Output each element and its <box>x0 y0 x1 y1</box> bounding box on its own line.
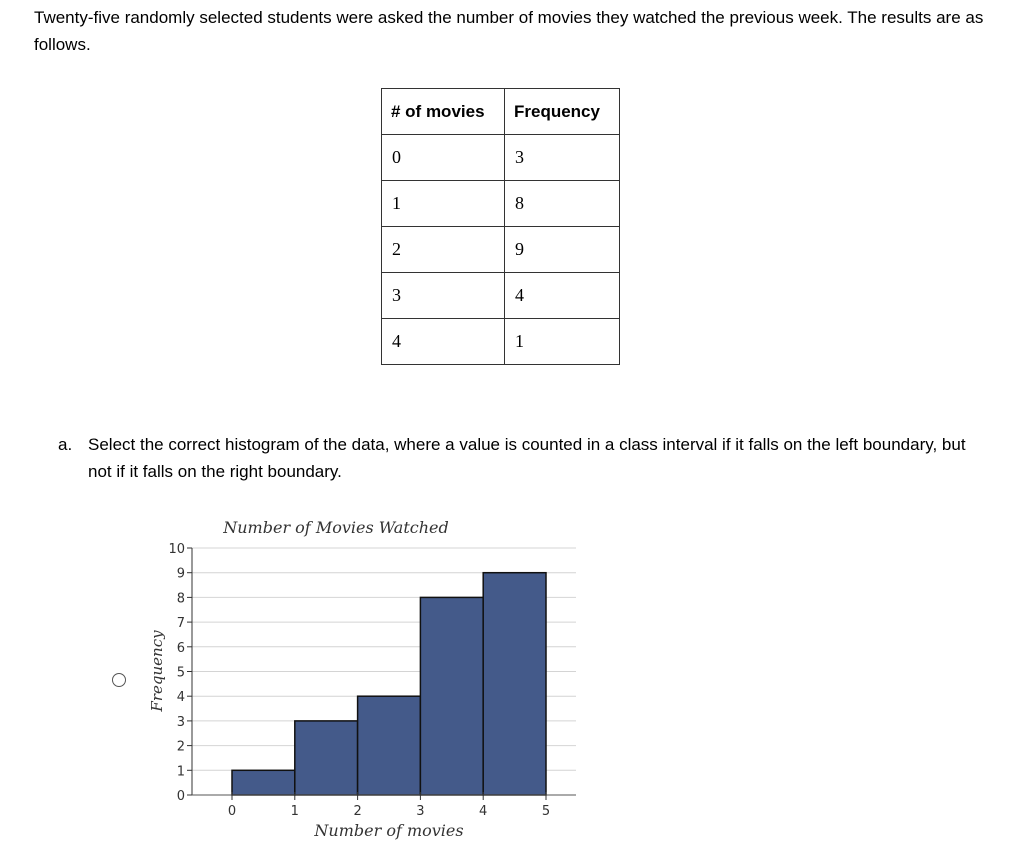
x-tick-label: 4 <box>479 804 488 819</box>
x-tick-label: 1 <box>290 804 299 819</box>
header-movies: # of movies <box>382 89 505 135</box>
x-tick-label: 5 <box>541 804 551 819</box>
table-row <box>382 273 620 319</box>
cell-frequency: 4 <box>505 273 620 319</box>
cell-frequency: 9 <box>505 227 620 273</box>
answer-radio-button[interactable] <box>112 673 126 687</box>
histogram-bar <box>295 721 358 795</box>
table-row <box>382 135 620 181</box>
histogram-bar <box>483 573 546 795</box>
histogram-bar <box>232 770 295 795</box>
y-tick-label: 10 <box>168 542 185 557</box>
y-tick-label: 6 <box>176 640 185 656</box>
y-tick-label: 1 <box>176 764 185 780</box>
y-tick-label: 2 <box>176 739 185 755</box>
question-label: a. <box>58 435 73 454</box>
cell-movies: 2 <box>382 227 505 273</box>
histogram-chart <box>140 510 600 845</box>
x-tick-label: 0 <box>227 804 237 819</box>
histogram-bar <box>420 597 483 795</box>
cell-frequency: 8 <box>505 181 620 227</box>
cell-movies: 0 <box>382 135 505 181</box>
y-tick-label: 7 <box>176 616 185 632</box>
histogram-bar <box>358 696 421 795</box>
y-tick-label: 5 <box>176 665 185 681</box>
y-tick-label: 4 <box>176 690 185 706</box>
header-frequency: Frequency <box>505 89 620 135</box>
chart-title: Number of Movies Watched <box>223 518 449 537</box>
cell-movies: 1 <box>382 181 505 227</box>
y-tick-label: 9 <box>176 566 185 582</box>
x-tick-label: 3 <box>416 804 425 819</box>
question-text: Select the correct histogram of the data, where a value is counted in a class interval if it falls on the left boundary, but not if it falls on the right boundary. <box>88 435 966 481</box>
frequency-table <box>381 88 620 365</box>
cell-frequency: 3 <box>505 135 620 181</box>
y-tick-label: 0 <box>176 789 185 804</box>
y-tick-label: 8 <box>176 591 185 607</box>
table-row <box>382 181 620 227</box>
x-tick-label: 2 <box>353 804 362 819</box>
table-row <box>382 319 620 365</box>
y-tick-label: 3 <box>176 714 185 730</box>
cell-movies: 4 <box>382 319 505 365</box>
table-header-row <box>382 89 620 135</box>
cell-movies: 3 <box>382 273 505 319</box>
y-axis-label: Frequency <box>148 630 166 712</box>
histogram-bars <box>232 573 546 795</box>
intro-text: Twenty-five randomly selected students were asked the number of movies they watched the previous week. The results are as follows. <box>34 8 984 54</box>
cell-frequency: 1 <box>505 319 620 365</box>
x-axis-label: Number of movies <box>314 821 464 840</box>
table-row <box>382 227 620 273</box>
